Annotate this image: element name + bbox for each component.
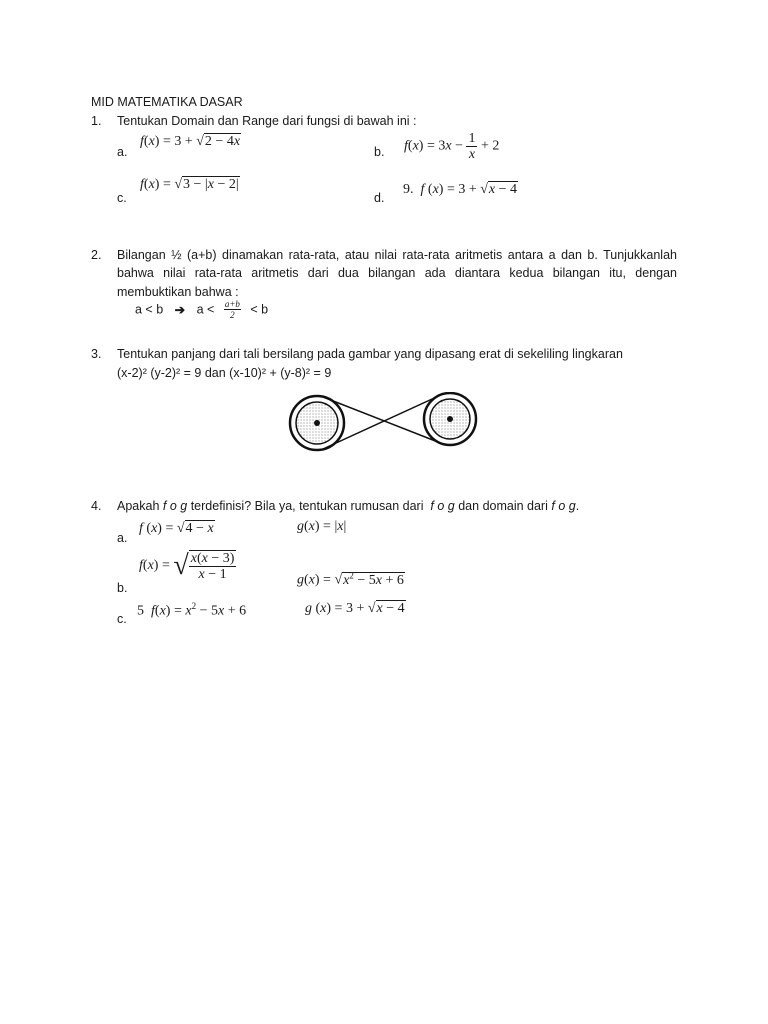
q2-frac-num: a+b <box>224 299 240 309</box>
q1-d-formula: 9. f (x) = 3 + √x − 4 <box>403 182 518 197</box>
q4-fog-1: f o g <box>162 499 188 513</box>
q4-fog-2: f o g <box>430 499 455 513</box>
q3-text: Tentukan panjang dari tali bersilang pada gambar yang dipasang erat di sekeliling lingkaran <box>117 347 623 361</box>
q4-b-label: b. <box>117 581 128 595</box>
crossed-belt-diagram <box>285 392 480 454</box>
q3-equation: (x-2)² (y-2)² = 9 dan (x-10)² + (y-8)² = 9 <box>117 366 332 380</box>
q2-line-2: bahwa nilai rata-rata aritmetis dari dua bilangan ada diantara kedua bilangan itu, dengan <box>117 266 677 280</box>
q4-c-label: c. <box>117 612 127 626</box>
q1-c-formula: f(x) = √3 − |x − 2| <box>140 177 239 192</box>
q4-number: 4. <box>91 499 102 513</box>
q2-line-3: membuktikan bahwa : <box>117 285 239 299</box>
q4-c-g: g (x) = 3 + √x − 4 <box>305 601 405 616</box>
q1-d-label: d. <box>374 191 385 205</box>
q4-period: . <box>575 499 580 513</box>
q2-ineq-right: < b <box>250 302 269 317</box>
q2-fraction <box>224 299 241 320</box>
q4-text-mid: terdefinisi? Bila ya, tentukan rumusan dari <box>190 499 424 513</box>
q4-a-label: a. <box>117 531 128 545</box>
q3-number: 3. <box>91 347 102 361</box>
q2-inequality <box>135 299 268 320</box>
q4-c-prefix: 5 <box>137 603 144 619</box>
q4-b-f: f(x) = √ $\frac{x(x - 3)}{x - 1}$ <box>139 550 235 582</box>
q1-a-formula: f(x) = 3 + √2 − 4x <box>140 134 241 149</box>
right-arrow-icon: ➔ <box>174 303 186 317</box>
q1-c-label: c. <box>117 191 127 205</box>
q4-text <box>117 499 579 513</box>
q1-b-label: b. <box>374 145 385 159</box>
q2-ineq-left: a < b <box>135 302 164 317</box>
page-title: MID MATEMATIKA DASAR <box>91 95 243 109</box>
q2-number: 2. <box>91 248 102 262</box>
q4-text-pre: Apakah <box>117 499 160 513</box>
q4-c-f: 5 $f(x) = x^2 - 5x + 6$ <box>137 601 247 619</box>
q2-ineq-mid: a < <box>196 302 215 317</box>
q4-b-g: $g(x) = √x^2 - 5x + 6$ <box>297 570 404 588</box>
q1-d-prefix: 9. <box>403 182 414 197</box>
q2-line-1: Bilangan ½ (a+b) dinamakan rata-rata, atau nilai rata-rata aritmetis antara a dan b. Tunjukkanlah <box>117 248 677 262</box>
q1-a-label: a. <box>117 145 128 159</box>
q1-number: 1. <box>91 114 102 128</box>
q4-text-mid2: dan domain dari <box>458 499 548 513</box>
right-pulley-center <box>447 416 453 422</box>
q1-text: Tentukan Domain dan Range dari fungsi di bawah ini : <box>117 114 417 128</box>
q4-fog-3: f o g <box>551 499 576 513</box>
q1-b-formula: f(x) = 3x − $\frac{1}{x}$ + 2 <box>404 131 500 162</box>
q4-a-g: g(x) = |x| <box>297 519 347 534</box>
q4-a-f: f (x) = √4 − x <box>139 521 214 536</box>
q2-frac-den: 2 <box>230 310 235 320</box>
left-pulley-center <box>314 420 320 426</box>
